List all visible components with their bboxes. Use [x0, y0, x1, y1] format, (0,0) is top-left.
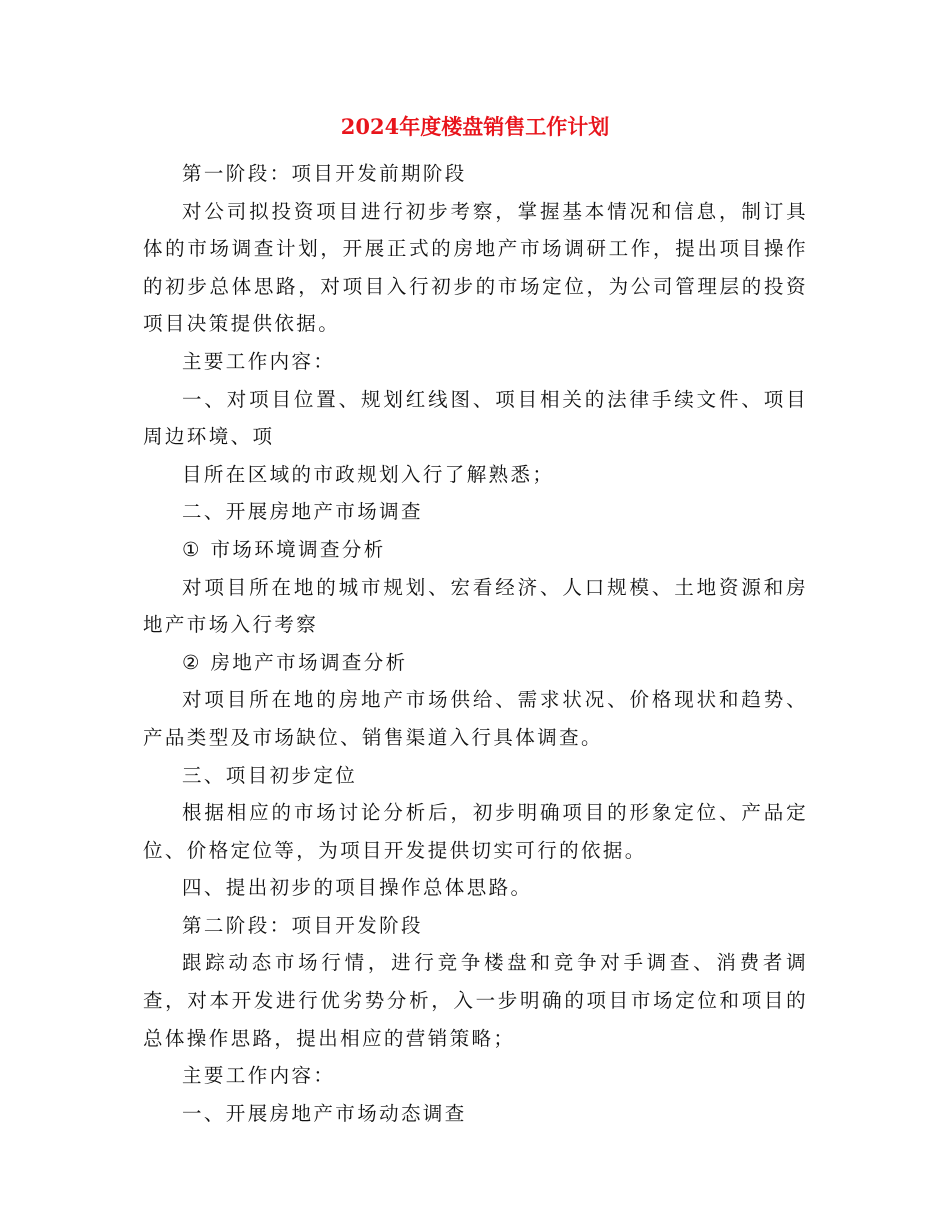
paragraph-task-3-body: 根据相应的市场讨论分析后，初步明确项目的形象定位、产品定位、价格定位等，为项目开发提供切实可行的依据。	[143, 801, 808, 862]
document-body	[143, 155, 808, 1132]
paragraph-task-1-continued: 目所在区域的市政规划入行了解熟悉；	[182, 462, 555, 486]
paragraph-task-3: 三、项目初步定位	[182, 763, 358, 787]
paragraph-stage-2-heading: 第二阶段：项目开发阶段	[182, 913, 423, 937]
paragraph-stage-2-description: 跟踪动态市场行情，进行竞争楼盘和竞争对手调查、消费者调查，对本开发进行优劣势分析，入一步明确的项目市场定位和项目的总体操作思路，提出相应的营销策略；	[143, 951, 808, 1050]
paragraph-subtask-1-body: 对项目所在地的城市规划、宏看经济、人口规模、土地资源和房地产市场入行考察	[143, 575, 808, 637]
paragraph-main-tasks-heading: 主要工作内容：	[182, 349, 336, 373]
paragraph-task-1: 一、对项目位置、规划红线图、项目相关的法律手续文件、项目周边环境、项	[143, 387, 808, 449]
paragraph-task-2: 二、开展房地产市场调查	[182, 500, 423, 524]
paragraph-main-tasks-heading-2: 主要工作内容：	[182, 1064, 336, 1088]
paragraph-stage-1-heading: 第一阶段：项目开发前期阶段	[182, 162, 467, 185]
paragraph-subtask-1-heading: ① 市场环境调查分析	[182, 537, 386, 561]
paragraph-subtask-2-body: 对项目所在地的房地产市场供给、需求状况、价格现状和趋势、产品类型及市场缺位、销售渠道入行具体调查。	[143, 688, 808, 749]
paragraph-stage-2-task-1: 一、开展房地产市场动态调查	[182, 1101, 467, 1125]
paragraph-task-4: 四、提出初步的项目操作总体思路。	[182, 876, 533, 900]
document-title: 2024年度楼盘销售工作计划	[340, 114, 610, 139]
paragraph-stage-1-description: 对公司拟投资项目进行初步考察，掌握基本情况和信息，制订具体的市场调查计划，开展正式的房地产市场调研工作，提出项目操作的初步总体思路，对项目入行初步的市场定位，为公司管理层的投资项目决策提供依据。	[143, 199, 808, 336]
paragraph-subtask-2-heading: ② 房地产市场调查分析	[182, 650, 408, 674]
